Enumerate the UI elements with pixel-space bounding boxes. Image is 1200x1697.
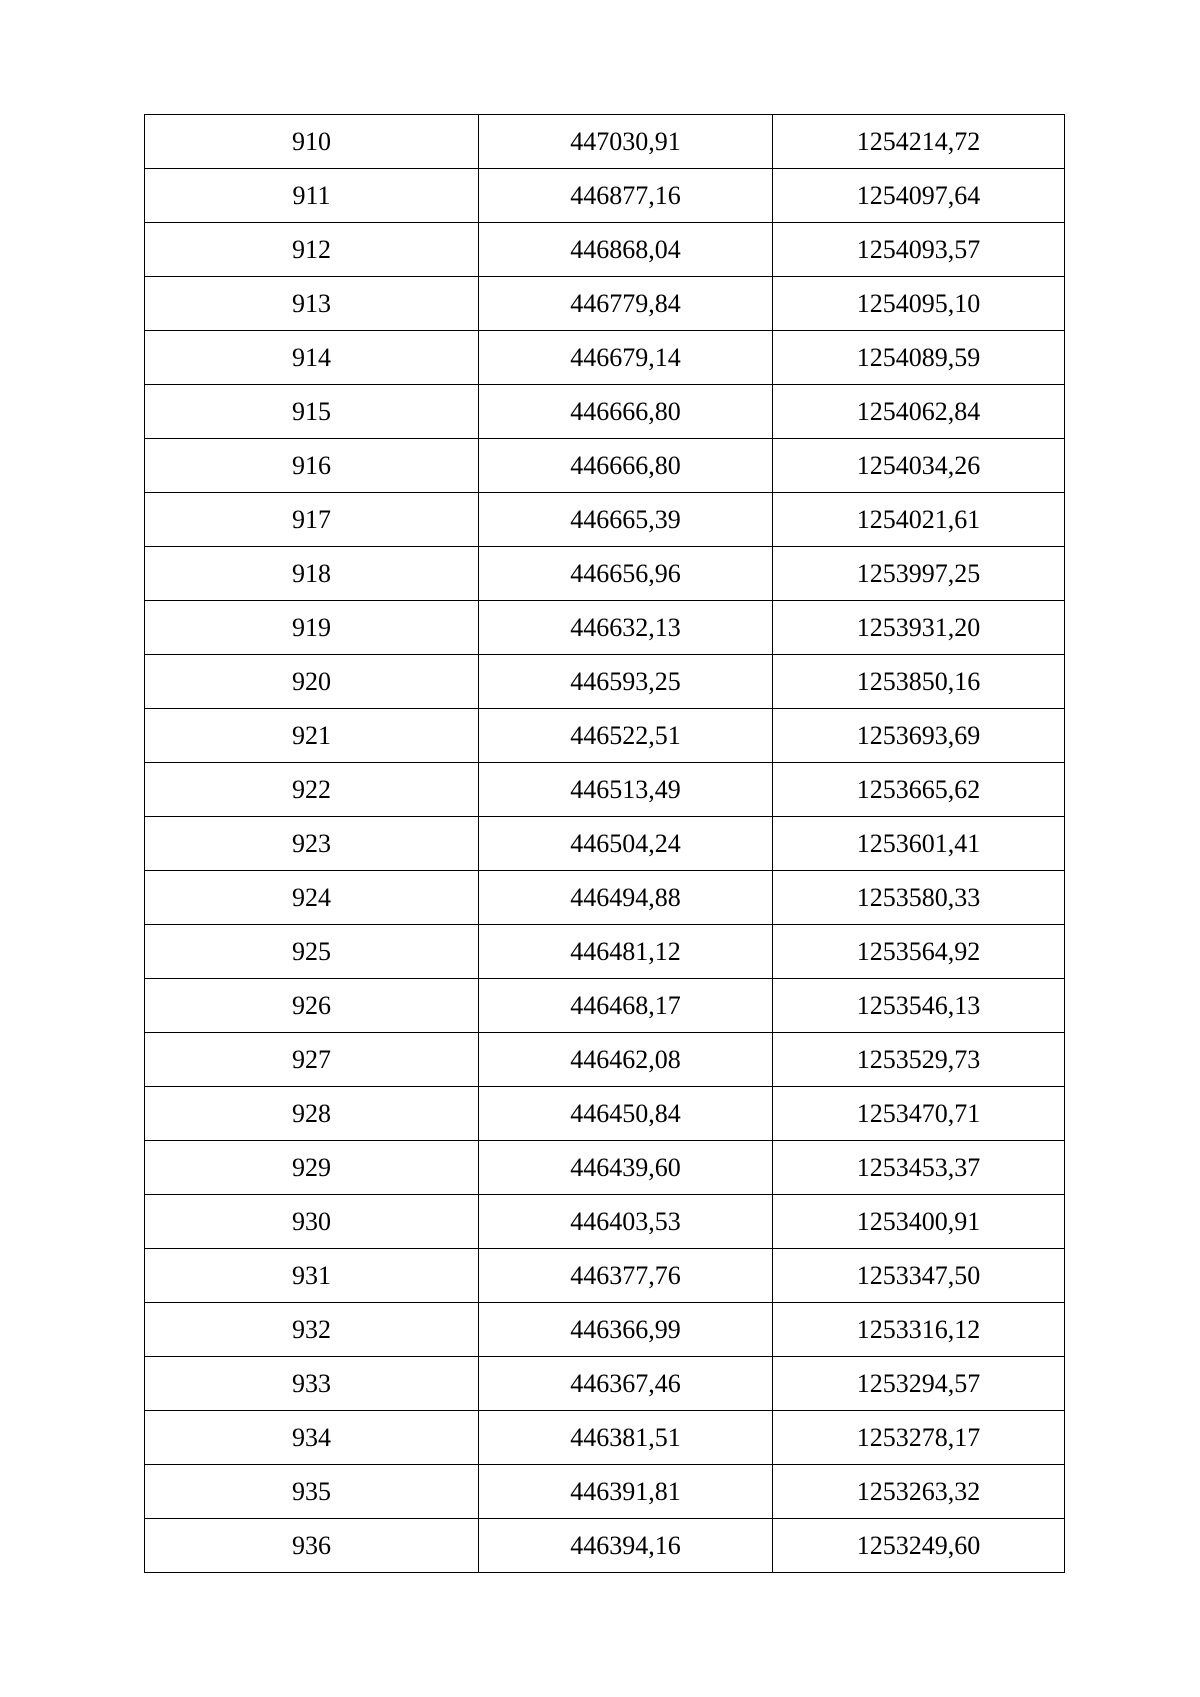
y-coordinate-cell: 1253850,16 [773,655,1065,709]
point-number-cell: 914 [145,331,479,385]
x-coordinate-cell: 446868,04 [479,223,773,277]
y-coordinate-cell: 1254089,59 [773,331,1065,385]
point-number-cell: 920 [145,655,479,709]
table-row [145,169,1065,223]
y-coordinate-cell: 1253470,71 [773,1087,1065,1141]
point-number-cell: 926 [145,979,479,1033]
point-number-cell: 923 [145,817,479,871]
y-coordinate-cell: 1253294,57 [773,1357,1065,1411]
table-row [145,115,1065,169]
y-coordinate-cell: 1253347,50 [773,1249,1065,1303]
table-row [145,655,1065,709]
x-coordinate-cell: 446779,84 [479,277,773,331]
point-number-cell: 928 [145,1087,479,1141]
x-coordinate-cell: 446656,96 [479,547,773,601]
x-coordinate-cell: 447030,91 [479,115,773,169]
table-row [145,601,1065,655]
point-number-cell: 910 [145,115,479,169]
x-coordinate-cell: 446468,17 [479,979,773,1033]
y-coordinate-cell: 1253931,20 [773,601,1065,655]
table-row [145,331,1065,385]
coordinates-table-body [145,115,1065,1573]
x-coordinate-cell: 446665,39 [479,493,773,547]
point-number-cell: 935 [145,1465,479,1519]
point-number-cell: 930 [145,1195,479,1249]
point-number-cell: 917 [145,493,479,547]
point-number-cell: 921 [145,709,479,763]
y-coordinate-cell: 1253997,25 [773,547,1065,601]
x-coordinate-cell: 446632,13 [479,601,773,655]
point-number-cell: 918 [145,547,479,601]
point-number-cell: 931 [145,1249,479,1303]
y-coordinate-cell: 1253263,32 [773,1465,1065,1519]
x-coordinate-cell: 446481,12 [479,925,773,979]
point-number-cell: 925 [145,925,479,979]
point-number-cell: 922 [145,763,479,817]
x-coordinate-cell: 446593,25 [479,655,773,709]
table-row [145,1195,1065,1249]
table-row [145,1249,1065,1303]
point-number-cell: 933 [145,1357,479,1411]
table-row [145,223,1065,277]
table-row [145,925,1065,979]
coordinates-table [144,114,1065,1573]
point-number-cell: 912 [145,223,479,277]
y-coordinate-cell: 1254062,84 [773,385,1065,439]
x-coordinate-cell: 446377,76 [479,1249,773,1303]
x-coordinate-cell: 446450,84 [479,1087,773,1141]
table-row [145,871,1065,925]
point-number-cell: 927 [145,1033,479,1087]
x-coordinate-cell: 446394,16 [479,1519,773,1573]
table-row [145,277,1065,331]
x-coordinate-cell: 446462,08 [479,1033,773,1087]
point-number-cell: 932 [145,1303,479,1357]
point-number-cell: 915 [145,385,479,439]
y-coordinate-cell: 1253316,12 [773,1303,1065,1357]
y-coordinate-cell: 1254021,61 [773,493,1065,547]
table-row [145,1141,1065,1195]
table-row [145,1303,1065,1357]
point-number-cell: 936 [145,1519,479,1573]
x-coordinate-cell: 446366,99 [479,1303,773,1357]
table-row [145,1519,1065,1573]
point-number-cell: 929 [145,1141,479,1195]
y-coordinate-cell: 1254095,10 [773,277,1065,331]
y-coordinate-cell: 1254093,57 [773,223,1065,277]
x-coordinate-cell: 446522,51 [479,709,773,763]
y-coordinate-cell: 1253564,92 [773,925,1065,979]
table-row [145,709,1065,763]
y-coordinate-cell: 1253546,13 [773,979,1065,1033]
y-coordinate-cell: 1253278,17 [773,1411,1065,1465]
y-coordinate-cell: 1253693,69 [773,709,1065,763]
x-coordinate-cell: 446504,24 [479,817,773,871]
x-coordinate-cell: 446494,88 [479,871,773,925]
point-number-cell: 911 [145,169,479,223]
y-coordinate-cell: 1253400,91 [773,1195,1065,1249]
point-number-cell: 919 [145,601,479,655]
x-coordinate-cell: 446666,80 [479,439,773,493]
x-coordinate-cell: 446513,49 [479,763,773,817]
x-coordinate-cell: 446391,81 [479,1465,773,1519]
x-coordinate-cell: 446381,51 [479,1411,773,1465]
x-coordinate-cell: 446679,14 [479,331,773,385]
point-number-cell: 924 [145,871,479,925]
table-row [145,763,1065,817]
table-row [145,1087,1065,1141]
table-row [145,1411,1065,1465]
table-row [145,817,1065,871]
point-number-cell: 913 [145,277,479,331]
y-coordinate-cell: 1253453,37 [773,1141,1065,1195]
y-coordinate-cell: 1253249,60 [773,1519,1065,1573]
y-coordinate-cell: 1253580,33 [773,871,1065,925]
x-coordinate-cell: 446666,80 [479,385,773,439]
y-coordinate-cell: 1253665,62 [773,763,1065,817]
table-row [145,1033,1065,1087]
table-row [145,1465,1065,1519]
table-row [145,979,1065,1033]
x-coordinate-cell: 446367,46 [479,1357,773,1411]
y-coordinate-cell: 1253601,41 [773,817,1065,871]
y-coordinate-cell: 1254034,26 [773,439,1065,493]
y-coordinate-cell: 1254097,64 [773,169,1065,223]
x-coordinate-cell: 446439,60 [479,1141,773,1195]
table-row [145,385,1065,439]
x-coordinate-cell: 446403,53 [479,1195,773,1249]
y-coordinate-cell: 1254214,72 [773,115,1065,169]
y-coordinate-cell: 1253529,73 [773,1033,1065,1087]
table-row [145,1357,1065,1411]
table-row [145,439,1065,493]
point-number-cell: 916 [145,439,479,493]
x-coordinate-cell: 446877,16 [479,169,773,223]
point-number-cell: 934 [145,1411,479,1465]
table-row [145,493,1065,547]
table-row [145,547,1065,601]
